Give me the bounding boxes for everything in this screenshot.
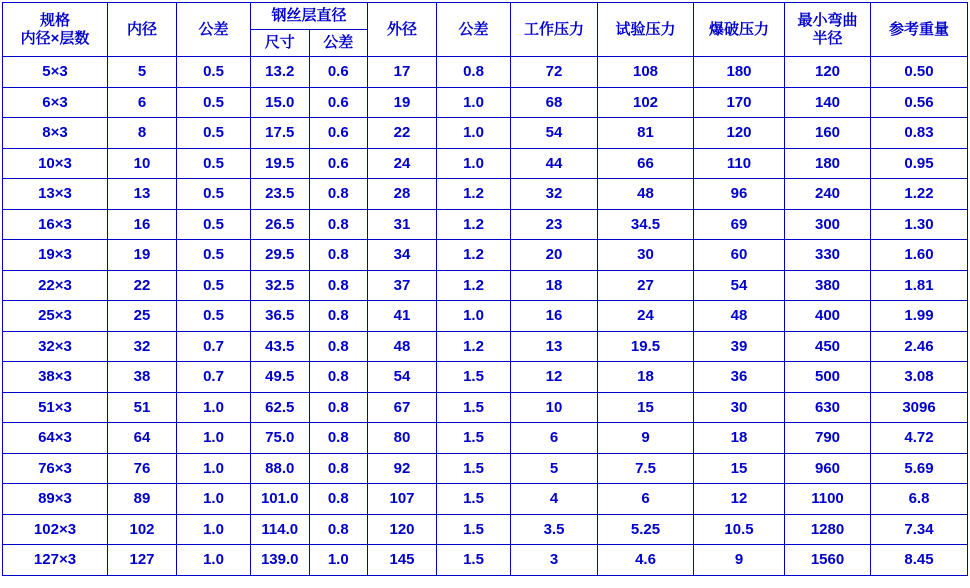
table-cell: 0.8 [309,270,368,301]
table-cell: 9 [598,423,694,454]
table-cell: 13×3 [3,179,108,210]
table-cell: 62.5 [251,392,310,423]
table-cell: 0.8 [309,484,368,515]
table-cell: 1.2 [437,331,511,362]
table-cell: 0.8 [309,209,368,240]
table-cell: 22×3 [3,270,108,301]
table-cell: 37 [368,270,437,301]
table-cell: 30 [598,240,694,271]
table-cell: 4.72 [871,423,968,454]
table-cell: 24 [598,301,694,332]
table-cell: 66 [598,148,694,179]
table-cell: 64×3 [3,423,108,454]
table-cell: 23 [511,209,598,240]
table-cell: 22 [108,270,177,301]
table-cell: 0.8 [309,301,368,332]
table-cell: 120 [368,514,437,545]
table-cell: 0.8 [309,331,368,362]
table-cell: 300 [785,209,871,240]
table-cell: 1.81 [871,270,968,301]
table-cell: 140 [785,87,871,118]
table-row [3,118,968,149]
table-cell: 170 [694,87,785,118]
header-min-bend-radius [785,3,871,57]
table-cell: 32.5 [251,270,310,301]
table-cell: 1.5 [437,362,511,393]
table-cell: 0.5 [177,87,251,118]
table-cell: 72 [511,57,598,88]
table-cell: 1.22 [871,179,968,210]
table-cell: 1.5 [437,392,511,423]
table-cell: 0.7 [177,331,251,362]
table-cell: 0.6 [309,148,368,179]
table-cell: 4 [511,484,598,515]
table-cell: 17 [368,57,437,88]
table-cell: 19×3 [3,240,108,271]
table-cell: 0.8 [309,362,368,393]
table-row [3,453,968,484]
table-cell: 1.2 [437,270,511,301]
table-cell: 44 [511,148,598,179]
table-cell: 960 [785,453,871,484]
table-cell: 127 [108,545,177,576]
table-cell: 180 [694,57,785,88]
table-cell: 0.8 [309,453,368,484]
table-cell: 19.5 [251,148,310,179]
table-cell: 18 [511,270,598,301]
table-cell: 16×3 [3,209,108,240]
table-cell: 5×3 [3,57,108,88]
header-spec [3,3,108,57]
header-working-pressure: 工作压力 [511,3,598,57]
table-cell: 27 [598,270,694,301]
table-cell: 1.5 [437,453,511,484]
table-cell: 89×3 [3,484,108,515]
table-cell: 1.60 [871,240,968,271]
table-cell: 1280 [785,514,871,545]
table-cell: 96 [694,179,785,210]
table-cell: 1.2 [437,209,511,240]
table-cell: 19 [108,240,177,271]
table-cell: 75.0 [251,423,310,454]
table-cell: 3.5 [511,514,598,545]
table-cell: 92 [368,453,437,484]
table-cell: 1.0 [437,87,511,118]
table-cell: 48 [368,331,437,362]
table-cell: 43.5 [251,331,310,362]
table-cell: 1.99 [871,301,968,332]
table-cell: 10 [511,392,598,423]
table-cell: 8.45 [871,545,968,576]
table-cell: 120 [785,57,871,88]
table-cell: 17.5 [251,118,310,149]
table-cell: 6 [108,87,177,118]
table-cell: 127×3 [3,545,108,576]
table-cell: 101.0 [251,484,310,515]
table-cell: 32×3 [3,331,108,362]
table-cell: 18 [598,362,694,393]
table-cell: 0.7 [177,362,251,393]
table-row [3,362,968,393]
table-cell: 1.2 [437,240,511,271]
header-tolerance-2: 公差 [437,3,511,57]
table-cell: 36.5 [251,301,310,332]
table-cell: 380 [785,270,871,301]
table-cell: 19.5 [598,331,694,362]
table-body [3,57,968,576]
table-cell: 0.5 [177,301,251,332]
table-cell: 0.6 [309,57,368,88]
table-cell: 16 [108,209,177,240]
table-cell: 0.5 [177,148,251,179]
table-cell: 0.5 [177,57,251,88]
table-cell: 1.0 [309,545,368,576]
header-test-pressure: 试验压力 [598,3,694,57]
table-cell: 67 [368,392,437,423]
table-cell: 0.95 [871,148,968,179]
table-cell: 34 [368,240,437,271]
table-cell: 1.5 [437,545,511,576]
table-cell: 0.5 [177,240,251,271]
table-cell: 630 [785,392,871,423]
table-cell: 102 [108,514,177,545]
table-cell: 1.0 [177,392,251,423]
table-cell: 160 [785,118,871,149]
table-row [3,57,968,88]
table-cell: 23.5 [251,179,310,210]
table-cell: 0.6 [309,118,368,149]
table-cell: 400 [785,301,871,332]
table-cell: 54 [368,362,437,393]
header-row-1 [3,3,968,30]
table-cell: 0.8 [309,179,368,210]
table-cell: 80 [368,423,437,454]
table-cell: 7.5 [598,453,694,484]
table-cell: 76 [108,453,177,484]
table-cell: 7.34 [871,514,968,545]
table-cell: 39 [694,331,785,362]
table-cell: 13.2 [251,57,310,88]
table-cell: 6 [598,484,694,515]
table-cell: 1100 [785,484,871,515]
table-cell: 15 [694,453,785,484]
table-row [3,484,968,515]
specification-table [2,2,968,576]
table-cell: 10.5 [694,514,785,545]
table-cell: 32 [511,179,598,210]
table-cell: 5 [108,57,177,88]
table-cell: 32 [108,331,177,362]
table-cell: 1.0 [437,118,511,149]
table-cell: 8 [108,118,177,149]
table-row [3,423,968,454]
table-cell: 102 [598,87,694,118]
table-cell: 25 [108,301,177,332]
header-bend-radius-line1: 最小弯曲 [797,12,858,30]
table-cell: 64 [108,423,177,454]
table-cell: 13 [511,331,598,362]
table-row [3,545,968,576]
table-cell: 107 [368,484,437,515]
header-burst-pressure: 爆破压力 [694,3,785,57]
table-row [3,331,968,362]
table-cell: 36 [694,362,785,393]
table-cell: 51 [108,392,177,423]
table-cell: 25×3 [3,301,108,332]
table-cell: 3 [511,545,598,576]
table-cell: 330 [785,240,871,271]
table-cell: 240 [785,179,871,210]
table-cell: 54 [694,270,785,301]
table-cell: 0.5 [177,179,251,210]
table-cell: 38×3 [3,362,108,393]
table-cell: 1.30 [871,209,968,240]
table-cell: 1.5 [437,514,511,545]
table-cell: 180 [785,148,871,179]
table-cell: 41 [368,301,437,332]
table-cell: 790 [785,423,871,454]
table-cell: 0.8 [437,57,511,88]
table-row [3,179,968,210]
table-cell: 48 [694,301,785,332]
table-row [3,87,968,118]
table-cell: 0.8 [309,240,368,271]
table-cell: 10×3 [3,148,108,179]
table-cell: 19 [368,87,437,118]
table-cell: 68 [511,87,598,118]
header-spec-line2: 内径×层数 [20,29,90,47]
table-cell: 13 [108,179,177,210]
table-cell: 49.5 [251,362,310,393]
table-cell: 0.8 [309,423,368,454]
table-cell: 0.5 [177,209,251,240]
table-cell: 0.6 [309,87,368,118]
table-row [3,392,968,423]
table-cell: 1.0 [437,301,511,332]
table-cell: 0.56 [871,87,968,118]
table-cell: 6 [511,423,598,454]
table-row [3,270,968,301]
table-cell: 10 [108,148,177,179]
table-cell: 51×3 [3,392,108,423]
header-wire-size: 尺寸 [251,30,310,57]
table-cell: 1.0 [177,484,251,515]
table-cell: 1.0 [177,423,251,454]
table-cell: 8×3 [3,118,108,149]
header-tolerance-1: 公差 [177,3,251,57]
table-cell: 1.0 [177,545,251,576]
header-spec-line1: 规格 [39,12,70,30]
table-cell: 1.0 [177,453,251,484]
table-cell: 102×3 [3,514,108,545]
table-cell: 0.8 [309,392,368,423]
header-outer-diameter: 外径 [368,3,437,57]
table-cell: 81 [598,118,694,149]
table-cell: 1.5 [437,484,511,515]
table-cell: 22 [368,118,437,149]
table-row [3,209,968,240]
table-cell: 31 [368,209,437,240]
table-cell: 3096 [871,392,968,423]
table-cell: 12 [694,484,785,515]
header-wire-tolerance: 公差 [309,30,368,57]
table-cell: 139.0 [251,545,310,576]
table-cell: 1.0 [437,148,511,179]
table-cell: 9 [694,545,785,576]
table-cell: 145 [368,545,437,576]
table-cell: 60 [694,240,785,271]
table-cell: 450 [785,331,871,362]
table-cell: 6.8 [871,484,968,515]
table-cell: 12 [511,362,598,393]
table-cell: 5.25 [598,514,694,545]
header-inner-diameter: 内径 [108,3,177,57]
table-header [3,3,968,57]
table-cell: 28 [368,179,437,210]
table-cell: 48 [598,179,694,210]
table-row [3,301,968,332]
table-cell: 89 [108,484,177,515]
table-row [3,240,968,271]
table-cell: 3.08 [871,362,968,393]
table-cell: 0.5 [177,118,251,149]
table-cell: 26.5 [251,209,310,240]
table-cell: 4.6 [598,545,694,576]
table-cell: 0.83 [871,118,968,149]
table-cell: 1.0 [177,514,251,545]
table-cell: 110 [694,148,785,179]
table-cell: 15 [598,392,694,423]
table-cell: 120 [694,118,785,149]
table-cell: 0.8 [309,514,368,545]
table-cell: 108 [598,57,694,88]
table-cell: 2.46 [871,331,968,362]
table-cell: 114.0 [251,514,310,545]
table-cell: 18 [694,423,785,454]
table-cell: 1.5 [437,423,511,454]
table-cell: 24 [368,148,437,179]
table-cell: 54 [511,118,598,149]
table-cell: 6×3 [3,87,108,118]
table-cell: 1560 [785,545,871,576]
table-cell: 29.5 [251,240,310,271]
header-wire-layer-diameter: 钢丝层直径 [251,3,368,30]
table-cell: 500 [785,362,871,393]
table-cell: 0.50 [871,57,968,88]
table-cell: 88.0 [251,453,310,484]
header-reference-weight: 参考重量 [871,3,968,57]
table-cell: 16 [511,301,598,332]
table-cell: 5 [511,453,598,484]
table-row [3,148,968,179]
table-cell: 30 [694,392,785,423]
table-cell: 0.5 [177,270,251,301]
table-cell: 76×3 [3,453,108,484]
header-bend-radius-line2: 半径 [812,29,843,47]
table-cell: 5.69 [871,453,968,484]
table-cell: 20 [511,240,598,271]
table-row [3,514,968,545]
table-cell: 69 [694,209,785,240]
table-cell: 1.2 [437,179,511,210]
table-cell: 15.0 [251,87,310,118]
table-cell: 38 [108,362,177,393]
table-cell: 34.5 [598,209,694,240]
